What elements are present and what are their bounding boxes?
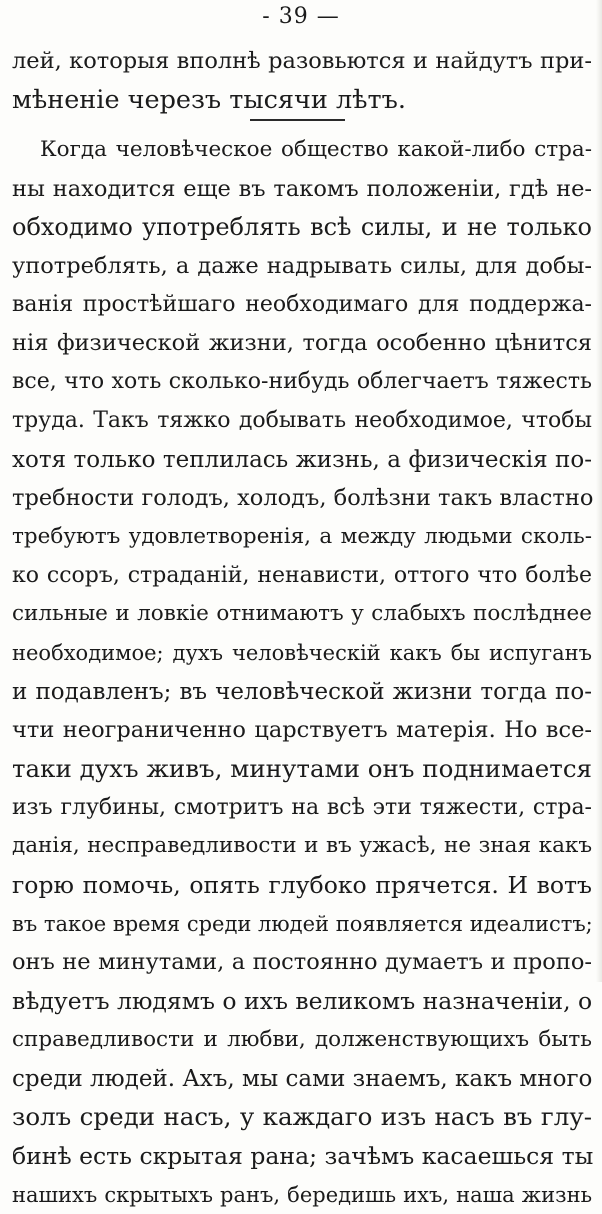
text-line: изъ глубины, смотритъ на всѣ эти тяжести, стра- (12, 794, 592, 820)
text-line: вѣдуетъ людямъ о ихъ великомъ назначеніи, о (12, 987, 593, 1016)
page-edge-shadow (596, 0, 602, 982)
text-line: ны находится еще въ такомъ положеніи, гдѣ не- (12, 175, 592, 202)
text-line: онъ не минутами, а постоянно думаетъ и пропо- (12, 949, 592, 976)
text-line: лей, которыя вполнѣ разовьются и найдутъ при- (12, 48, 592, 74)
text-line: справедливости и любви, долженствующихъ быть (12, 1026, 592, 1052)
text-line: обходимо употреблять всѣ силы, и не только (12, 213, 592, 242)
text-line: среди людей. Ахъ, мы сами знаемъ, какъ много (12, 1065, 593, 1092)
text-line: бинѣ есть скрытая рана; зачѣмъ касаешься ты (12, 1141, 594, 1170)
text-line: и подавленъ; въ человѣческой жизни тогда по- (12, 678, 592, 705)
text-line: горю помочь, опять глубоко прячется. И вотъ (12, 871, 592, 900)
text-line: мѣненіе черезъ тысячи лѣтъ. (12, 84, 406, 115)
text-line: употреблять, а даже надрывать силы, для добы- (12, 253, 592, 280)
text-line: сильные и ловкіе отнимаютъ у слабыхъ послѣднее (12, 601, 592, 627)
text-line: хотя только теплилась жизнь, а физическія по- (12, 446, 592, 473)
text-line: ко ссоръ, страданій, ненависти, оттого что болѣе (12, 562, 592, 588)
section-divider (250, 119, 345, 121)
text-line: ванія простѣйшаго необходимаго для поддержа- (12, 291, 592, 317)
text-line: нашихъ скрытыхъ ранъ, бередишь ихъ, наша жизнь (12, 1182, 592, 1207)
text-line: въ такое время среди людей появляется идеалистъ; (12, 911, 593, 936)
text-line: требности голодъ, холодъ, болѣзни такъ властно (12, 485, 594, 512)
text-line: золъ среди насъ, у каждаго изъ насъ въ глу- (12, 1102, 592, 1132)
text-line: нія физической жизни, тогда особенно цѣнится (12, 330, 592, 357)
text-line: данія, несправедливости и въ ужасѣ, не зная какъ (12, 833, 592, 859)
text-line: требуютъ удовлетворенія, а между людьми сколь- (12, 523, 592, 549)
text-line: необходимое; духъ человѣческій какъ бы испуганъ (12, 640, 592, 665)
top-paragraph (12, 42, 592, 119)
text-line: Когда человѣческое общество какой-либо стра- (40, 137, 592, 162)
text-line: все, что хоть сколько-нибудь облегчаетъ тяжесть (12, 369, 592, 395)
main-paragraph (12, 131, 592, 1214)
text-line: труда. Такъ тяжко добывать необходимое, чтобы (12, 407, 592, 433)
text-line: таки духъ живъ, минутами онъ поднимается (12, 754, 592, 783)
text-line: чти неограниченно царствуетъ матерія. Но все- (12, 717, 592, 744)
page-number: - 39 — (262, 4, 340, 29)
